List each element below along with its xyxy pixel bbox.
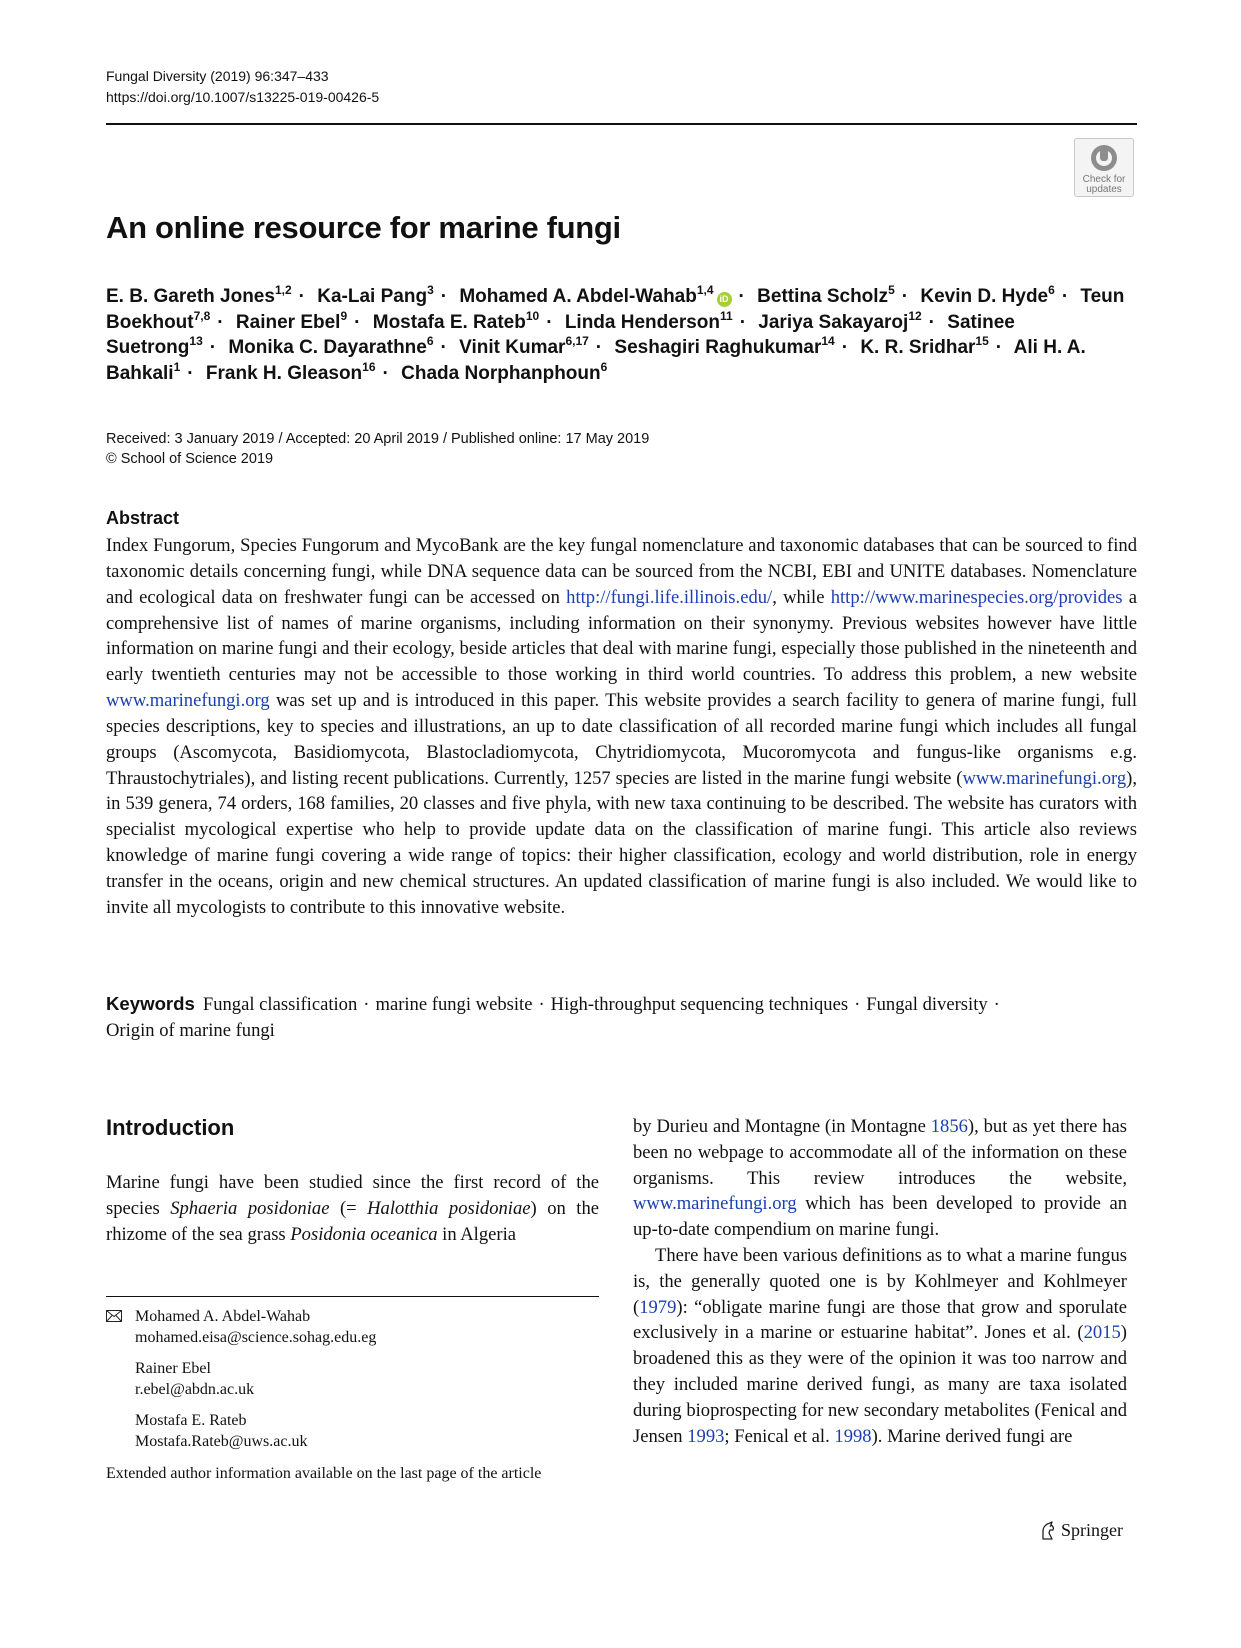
author-separator: · xyxy=(440,286,448,307)
correspondence-entry xyxy=(135,1306,599,1348)
author-name: Ka-Lai Pang xyxy=(317,286,428,307)
citation-link[interactable]: 1993 xyxy=(687,1425,725,1447)
illinois-fungi-link[interactable]: http://fungi.life.illinois.edu/ xyxy=(566,586,773,608)
author-affiliation: 12 xyxy=(908,308,922,323)
author-separator: · xyxy=(995,337,1003,358)
author-affiliation: 6 xyxy=(1048,283,1055,297)
author-affiliation: 1 xyxy=(173,359,181,374)
correspondent-email[interactable]: Mostafa.Rateb@uws.ac.uk xyxy=(135,1433,308,1450)
check-updates-icon xyxy=(1089,143,1119,173)
intro-text: Marine fungi have been studied since the first record of the species xyxy=(106,1172,599,1219)
author-affiliation: 1,4 xyxy=(696,283,714,297)
marinefungi-link[interactable]: www.marinefungi.org xyxy=(106,690,270,712)
introduction-heading: Introduction xyxy=(106,1115,235,1140)
intro-text: (= xyxy=(329,1197,368,1219)
author-name: Chada Norphanphoun xyxy=(401,362,601,384)
correspondent-name: Mohamed A. Abdel-Wahab xyxy=(135,1308,311,1325)
author-separator: · xyxy=(209,337,217,358)
keyword: Origin of marine fungi xyxy=(106,1019,275,1041)
author-affiliation: 3 xyxy=(427,283,434,297)
author-name: Ali H. A. Bahkali xyxy=(106,337,1086,384)
author-separator: · xyxy=(595,337,603,358)
author-separator: · xyxy=(187,362,194,384)
abstract-text-part: a comprehensive list of names of marine organisms, including information on their synonymy. Previous websites however have little information on marine fungi and their ecology, beside articles that deal with marine fungi, especially those published in the nineteenth and early twentieth centuries may not be accessible to those working in third world countries. To address this problem, a new website xyxy=(106,586,1138,686)
author-affiliation: 9 xyxy=(340,308,348,323)
author-separator: · xyxy=(1061,286,1069,307)
author xyxy=(920,283,1055,307)
author xyxy=(401,359,608,384)
author-name: E. B. Gareth Jones xyxy=(106,286,275,307)
author-name: Seshagiri Raghukumar xyxy=(614,337,822,358)
author-separator: · xyxy=(841,337,849,358)
author-name: Jariya Sakayaroj xyxy=(758,311,909,333)
author xyxy=(564,308,733,333)
author xyxy=(459,283,731,307)
author-name: Linda Henderson xyxy=(564,311,720,333)
keyword-separator: · xyxy=(854,994,861,1015)
dates-line: Received: 3 January 2019 / Accepted: 20 April 2019 / Published online: 17 May 2019 xyxy=(106,431,650,447)
author-separator: · xyxy=(298,286,305,307)
author-separator: · xyxy=(354,311,361,333)
abstract-text-part: Index Fungorum, Species Fungorum and MycoBank are the key fungal nomenclature and taxonomic databases that can be sourced to find taxonomic details concerning fungi, while DNA sequence data can be sourced from the NCBI, EBI and UNITE databases. Nomenclature and ecological data on freshwater fungi can be accessed on xyxy=(106,535,1137,608)
intro-text: which has been developed to provide an up-to-date compendium on marine fungi. xyxy=(633,1193,1127,1241)
correspondence-entry xyxy=(135,1410,599,1452)
keyword: marine fungi website xyxy=(375,994,533,1015)
correspondence-entry xyxy=(135,1358,599,1400)
author-affiliation: 11 xyxy=(720,308,733,323)
intro-text: ) on the rhizome of the sea grass xyxy=(106,1197,600,1245)
author-name: Kevin D. Hyde xyxy=(920,286,1049,307)
author-separator: · xyxy=(928,311,935,333)
correspondent-name: Rainer Ebel xyxy=(135,1360,211,1377)
check-for-updates-badge[interactable] xyxy=(1074,138,1134,197)
publication-dates xyxy=(106,429,649,469)
author-affiliation: 6,17 xyxy=(565,334,589,348)
journal-citation: Fungal Diversity (2019) 96:347–433 xyxy=(106,68,329,84)
envelope-icon xyxy=(106,1310,122,1322)
correspondent-email[interactable]: mohamed.eisa@science.sohag.edu.eg xyxy=(135,1329,377,1346)
keyword-separator: · xyxy=(538,994,545,1015)
publisher-name: Springer xyxy=(1061,1520,1123,1540)
check-updates-line2: updates xyxy=(1086,184,1122,195)
abstract-text xyxy=(106,533,1137,921)
intro-text: ) broadened this as they were of the opinion it was too narrow and they included marine derived fungi, as many are taxa isolated during bioprospecting for new secondary metabolites (Fenical and Jensen xyxy=(633,1322,1127,1447)
author-name: Mohamed A. Abdel-Wahab xyxy=(459,286,697,307)
springer-horse-icon xyxy=(1039,1521,1057,1541)
marinespecies-link[interactable]: http://www.marinespecies.org/provides xyxy=(830,586,1123,608)
journal-header xyxy=(106,66,379,108)
abstract-text-part: ), in 539 genera, 74 orders, 168 families, 20 classes and five phyla, with new taxa continuing to be described. The website has curators with specialist mycological expertise who help to provide update data on the classification of marine fungi. This article also reviews knowledge of marine fungi covering a wide range of topics: their higher classification, ecology and world distribution, role in energy transfer in the oceans, origin and new chemical structures. An updated classification of marine fungi is also included. We would like to invite all mycologists to contribute to this innovative website. xyxy=(106,767,1137,918)
article-title: An online resource for marine fungi xyxy=(106,210,621,245)
author-affiliation: 13 xyxy=(189,334,203,348)
citation-link[interactable]: 2015 xyxy=(1083,1322,1121,1344)
species-name: Posidonia oceanica xyxy=(290,1223,438,1245)
keywords-label: Keywords xyxy=(106,993,195,1014)
orcid-icon[interactable]: iD xyxy=(717,292,732,307)
intro-text: ). Marine derived fungi are xyxy=(871,1425,1073,1447)
author-separator: · xyxy=(382,362,389,384)
introduction-column-right xyxy=(633,1114,1127,1449)
introduction-column-left xyxy=(106,1170,599,1247)
author-name: Mostafa E. Rateb xyxy=(372,311,526,333)
footnote-divider xyxy=(106,1296,599,1297)
author xyxy=(106,283,292,307)
species-name: Halotthia posidoniae xyxy=(367,1197,531,1219)
keywords xyxy=(106,991,1137,1044)
keyword: Fungal classification xyxy=(202,994,358,1015)
author xyxy=(758,308,922,333)
author-separator: · xyxy=(440,337,447,358)
header-divider xyxy=(106,123,1137,125)
author-separator: · xyxy=(739,311,747,333)
author-name: K. R. Sridhar xyxy=(860,337,976,358)
marinefungi-link-3[interactable]: www.marinefungi.org xyxy=(633,1193,797,1215)
abstract-text-part: was set up and is introduced in this paper. This website provides a search facility to genera of marine fungi, full species descriptions, key to species and illustrations, an up to date classification of all recorded marine fungi which includes all fungal groups (Ascomycota, Basidiomycota, Blastocladiomycota, Chytridiomycota, Mucoromycota and fungus-like organisms e.g. Thraustochytriales), and listing recent publications. Currently, 1257 species are listed in the marine fungi website ( xyxy=(106,690,1137,789)
intro-paragraph xyxy=(633,1243,1127,1449)
intro-text: by Durieu and Montagne (in Montagne xyxy=(633,1116,931,1137)
author-affiliation: 14 xyxy=(821,334,835,348)
correspondent-email[interactable]: r.ebel@abdn.ac.uk xyxy=(135,1381,255,1398)
author-separator: · xyxy=(546,311,553,333)
author xyxy=(235,308,348,333)
keyword-separator: · xyxy=(993,994,1000,1015)
abstract-text-part: , while xyxy=(772,586,831,608)
author-name: Rainer Ebel xyxy=(235,311,341,333)
author xyxy=(205,359,376,384)
correspondent-name: Mostafa E. Rateb xyxy=(135,1412,247,1429)
author-affiliation: 16 xyxy=(362,359,376,374)
author xyxy=(614,334,835,358)
species-name: Sphaeria posidoniae xyxy=(170,1197,330,1219)
author-affiliation: 6 xyxy=(600,359,608,374)
author-name: Teun Boekhout xyxy=(106,286,1125,333)
citation-link[interactable]: 1998 xyxy=(834,1425,872,1447)
author-separator: · xyxy=(738,286,745,307)
author xyxy=(459,334,589,358)
check-updates-line1: Check for xyxy=(1082,174,1126,185)
author-name: Frank H. Gleason xyxy=(205,362,363,384)
author xyxy=(228,334,434,358)
author-affiliation: 1,2 xyxy=(274,283,292,297)
intro-text: in Algeria xyxy=(437,1223,516,1245)
keyword: Fungal diversity xyxy=(866,994,988,1015)
author-list xyxy=(106,284,1137,386)
extended-author-info: Extended author information available on the last page of the article xyxy=(106,1465,542,1482)
author-name: Satinee Suetrong xyxy=(106,311,1015,358)
author-name: Monika C. Dayarathne xyxy=(228,337,427,358)
author xyxy=(372,308,540,333)
abstract-heading: Abstract xyxy=(106,508,180,528)
intro-text: ): “obligate marine fungi are those that grow and sporulate exclusively in a marine or estuarine habitat”. Jones et al. ( xyxy=(633,1296,1127,1344)
author xyxy=(317,283,434,307)
citation-link[interactable]: 1856 xyxy=(930,1116,968,1137)
author-affiliation: 15 xyxy=(975,334,989,348)
author-affiliation: 5 xyxy=(888,283,895,297)
copyright-line: © School of Science 2019 xyxy=(106,451,274,467)
intro-text: ), but as yet there has been no webpage to accommodate all of the information on these organisms. This review introduces the website, xyxy=(633,1116,1127,1189)
author xyxy=(757,283,895,307)
author-name: Bettina Scholz xyxy=(757,286,889,307)
intro-text: ; Fenical et al. xyxy=(724,1425,835,1447)
citation-link[interactable]: 1979 xyxy=(639,1296,677,1318)
author-name: Vinit Kumar xyxy=(459,337,566,358)
intro-text: There have been various definitions as to what a marine fungus is, the generally quoted one is by Kohlmeyer and Kohlmeyer ( xyxy=(633,1244,1127,1318)
author-affiliation: 10 xyxy=(525,308,540,323)
author-affiliation: 6 xyxy=(426,334,434,348)
publisher-logo xyxy=(1039,1520,1123,1541)
doi-link[interactable]: https://doi.org/10.1007/s13225-019-00426-5 xyxy=(106,89,380,105)
author-affiliation: 7,8 xyxy=(193,308,211,323)
author-separator: · xyxy=(901,286,909,307)
keyword-separator: · xyxy=(363,994,370,1015)
author-separator: · xyxy=(217,311,224,333)
marinefungi-link-2[interactable]: www.marinefungi.org xyxy=(962,767,1127,789)
correspondence-block xyxy=(106,1306,599,1462)
keyword: High-throughput sequencing techniques xyxy=(550,994,849,1015)
intro-paragraph xyxy=(633,1114,1127,1243)
author xyxy=(860,334,989,358)
